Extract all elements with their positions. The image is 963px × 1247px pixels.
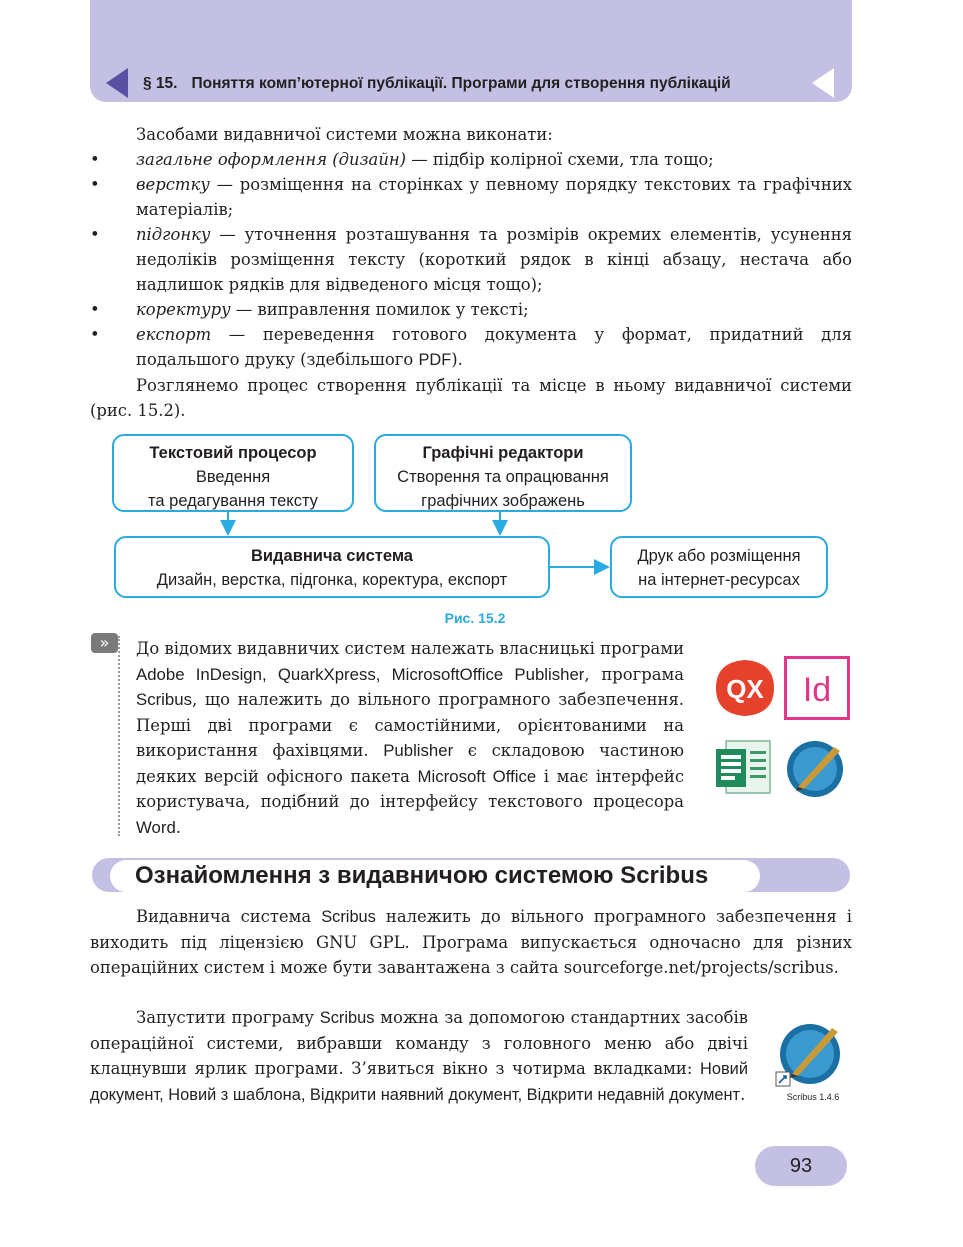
indesign-logo-icon: [784, 656, 850, 720]
figure-caption: Рис. 15.2: [444, 610, 506, 626]
box-line: та редагування тексту: [148, 492, 318, 510]
text-part: можна за допомогою стандартних засобів операційної системи, вибравши команду з головного меню або двічі клацнувши ярлик програми. З’явиться вікно з чотирма вкладками:: [90, 1008, 749, 1078]
text-part: .: [740, 1085, 746, 1104]
box-graphics-editors: [374, 434, 632, 512]
section2-para2: [90, 1005, 748, 1108]
scribus-logo-icon: [784, 735, 850, 799]
publisher-logo-icon: [712, 735, 776, 799]
box-text-processor: [112, 434, 354, 512]
intro-paragraph: Засобами видавничої системи можна виконати:: [136, 125, 553, 144]
note-text-part: і має інтерфейс користувача, подібний до інтерфейсу текстового процесора: [136, 766, 684, 811]
program-name: Scribus: [321, 908, 376, 926]
paragraph: [90, 1005, 748, 1108]
note-text-part: , що належить до вільного програмного забезпечення. Перші дві програми є самостійними, орієнтованими на використання фахівцями.: [136, 690, 684, 760]
section-number: § 15.: [143, 75, 178, 92]
text-part: Видавнича система: [136, 907, 322, 926]
box-title: Графічні редактори: [422, 444, 584, 462]
box-title: Видавнича система: [250, 547, 413, 565]
bullet-text: — розміщення на сторінках у певному порядку текстових та графічних матеріалів;: [136, 175, 852, 219]
box-line: Дизайн, верстка, підгонка, коректура, експорт: [156, 571, 508, 589]
note-paragraph: [136, 636, 684, 840]
list-item: • підгонку — уточнення розташування та розмірів окремих елементів, усунення недоліків розміщення тексту (короткий рядок в кінці абзацу, нестача або надлишок рядків для відведеного місця тощо);: [90, 225, 852, 294]
bullet-text: — переведення готового документа у формат, придатний для подальшого друку (здебільшого: [136, 325, 852, 369]
paragraph: [90, 904, 852, 980]
bullet-term: загальне оформлення (дизайн): [136, 150, 407, 169]
quarkxpress-logo-icon: [712, 656, 778, 720]
bullet-text: — виправлення помилок у тексті;: [230, 300, 529, 319]
box-line: графічних зображень: [421, 492, 585, 510]
note-program-names: Adobe InDesign, QuarkXpress, MicrosoftOffice Publisher: [136, 664, 585, 684]
tab-names: Новий документ, Новий з шаблона, Відкрити наявний документ, Відкрити недавній документ: [90, 1060, 748, 1104]
note-program-names: Publisher: [383, 741, 454, 760]
note-text-part: .: [175, 817, 182, 837]
box-publishing-system: [114, 536, 550, 598]
bullet-text: — підбір колірної схеми, тла тощо;: [406, 150, 714, 169]
section-title: Поняття комп’ютерної публікації. Програми для створення публікацій: [191, 75, 731, 92]
note-program-names: Scribus: [136, 690, 192, 709]
bullet-text: — уточнення розташування та розмірів окремих елементів, усунення недоліків розміщення тексту (короткий рядок в кінці абзацу, нестача або надлишок рядків для відведеного місця тощо);: [136, 225, 852, 294]
note-program-names: Word: [136, 817, 176, 837]
bullet-term: експорт: [136, 325, 212, 344]
process-paragraph: Розглянемо процес створення публікації та місце в ньому видавничої системи (рис. 15.2).: [90, 376, 852, 420]
indesign-logo-text: Id: [802, 671, 832, 709]
box-title: Текстовий процесор: [149, 444, 317, 462]
list-item: • загальне оформлення (дизайн) — підбір колірної схеми, тла тощо;: [90, 150, 714, 169]
bullet-pdf: PDF: [418, 351, 452, 369]
section-heading: Ознайомлення з видавничою системою Scribus: [135, 862, 709, 889]
section2-para1: [90, 904, 852, 980]
shortcut-label: Scribus 1.4.6: [786, 1092, 840, 1102]
box-line: Введення: [195, 468, 271, 486]
note-text-part: До відомих видавничих систем належать власницькі програми: [136, 639, 684, 658]
note-program-names: Microsoft Office: [417, 766, 537, 786]
box-print: [610, 536, 828, 598]
bullet-end: ).: [451, 350, 463, 369]
text-part: Запустити програму: [136, 1008, 320, 1027]
box-line: Створення та опрацювання: [397, 468, 609, 486]
list-item: • коректуру — виправлення помилок у тексті;: [90, 300, 529, 319]
double-chevron-icon: »: [91, 633, 118, 653]
list-item: • експорт — переведення готового документа у формат, придатний для подальшого друку (здебільшого PDF).: [90, 325, 852, 369]
program-name: Scribus: [319, 1009, 375, 1027]
bullet-term: коректуру: [136, 300, 231, 319]
bullet-term: верстку: [136, 175, 210, 194]
quark-logo-text: QX: [726, 674, 764, 704]
note-text-part: , програма: [584, 664, 684, 684]
page-number: 93: [755, 1146, 847, 1186]
box-line: Друк або розміщення: [637, 547, 801, 565]
bullet-term: підгонку: [136, 225, 211, 244]
text-part: належить до вільного програмного забезпечення і виходить під ліцензією GNU GPL. Програма випускається одночасно для різних операційних систем і може бути завантажена з сайта sourceforge.net/projects/scribus.: [90, 907, 852, 977]
box-line: на інтернет-ресурсах: [638, 571, 800, 589]
scribus-shortcut-icon[interactable]: [774, 1016, 852, 1102]
note-text-part: є складовою частиною деяких версій офісного пакета: [136, 741, 685, 786]
list-item: • верстку — розміщення на сторінках у певному порядку текстових та графічних матеріалів;: [90, 175, 852, 219]
note-divider: [118, 636, 120, 836]
